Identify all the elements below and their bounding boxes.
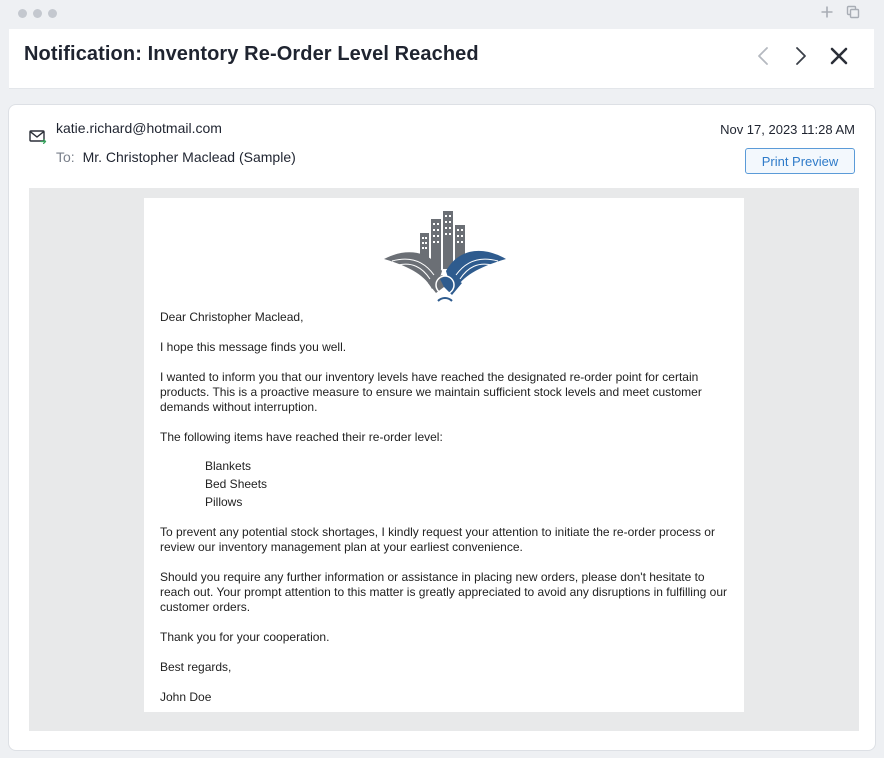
window-dot — [48, 9, 57, 18]
window-dot — [33, 9, 42, 18]
letter-signature: John Doe — [160, 690, 212, 704]
letter-body — [144, 198, 744, 712]
mail-body-viewport[interactable] — [29, 188, 859, 731]
plus-icon[interactable] — [820, 5, 834, 19]
window-dot — [18, 9, 27, 18]
window-dots — [18, 9, 57, 18]
letter-greeting: Dear Christopher Maclead, — [160, 310, 304, 324]
to-label: To: — [56, 149, 75, 165]
letter-paragraph: Thank you for your cooperation. — [160, 630, 330, 644]
reorder-items-list — [205, 457, 728, 511]
mail-icon — [29, 130, 47, 149]
letter-paragraph: I wanted to inform you that our inventory levels have reached the designated re-order point for certain products. This is a proactive measure to ensure we maintain sufficient stock levels and meet customer demands without interruption. — [160, 370, 702, 414]
header-navigation — [752, 43, 850, 69]
list-item: Bed Sheets — [205, 477, 268, 491]
print-preview-button[interactable]: Print Preview — [745, 148, 855, 174]
letter-paragraph: I hope this message finds you well. — [160, 340, 347, 354]
chevron-right-icon — [795, 46, 807, 66]
recipient-name: Mr. Christopher Maclead (Sample) — [82, 149, 296, 165]
list-item: Pillows — [205, 495, 243, 509]
letter-closing: Best regards, — [160, 660, 232, 674]
mail-card — [8, 104, 876, 751]
recipient-line — [56, 149, 296, 165]
window-controls — [820, 5, 860, 19]
letter-paragraph: The following items have reached their re-order level: — [160, 430, 443, 444]
previous-button[interactable] — [752, 43, 774, 69]
letter-paragraph: To prevent any potential stock shortages, I kindly request your attention to initiate the re-order process or review our inventory management plan at your earliest convenience. — [160, 525, 715, 554]
next-button[interactable] — [790, 43, 812, 69]
popout-icon[interactable] — [846, 5, 860, 19]
list-item: Blankets — [205, 459, 252, 473]
notification-header — [9, 29, 874, 89]
company-logo — [382, 209, 508, 308]
letter-paragraph: Should you require any further information or assistance in placing new orders, please don't hesitate to reach out. Your prompt attention to this matter is greatly appreciated to avoid any disruptions in fulfilling our customer orders. — [160, 570, 727, 614]
chevron-left-icon — [757, 46, 769, 66]
mail-date: Nov 17, 2023 11:28 AM — [720, 122, 855, 137]
close-icon — [830, 47, 848, 65]
sender-email: katie.richard@hotmail.com — [56, 120, 222, 136]
close-button[interactable] — [828, 43, 850, 69]
page-title: Notification: Inventory Re-Order Level Reached — [24, 43, 479, 65]
